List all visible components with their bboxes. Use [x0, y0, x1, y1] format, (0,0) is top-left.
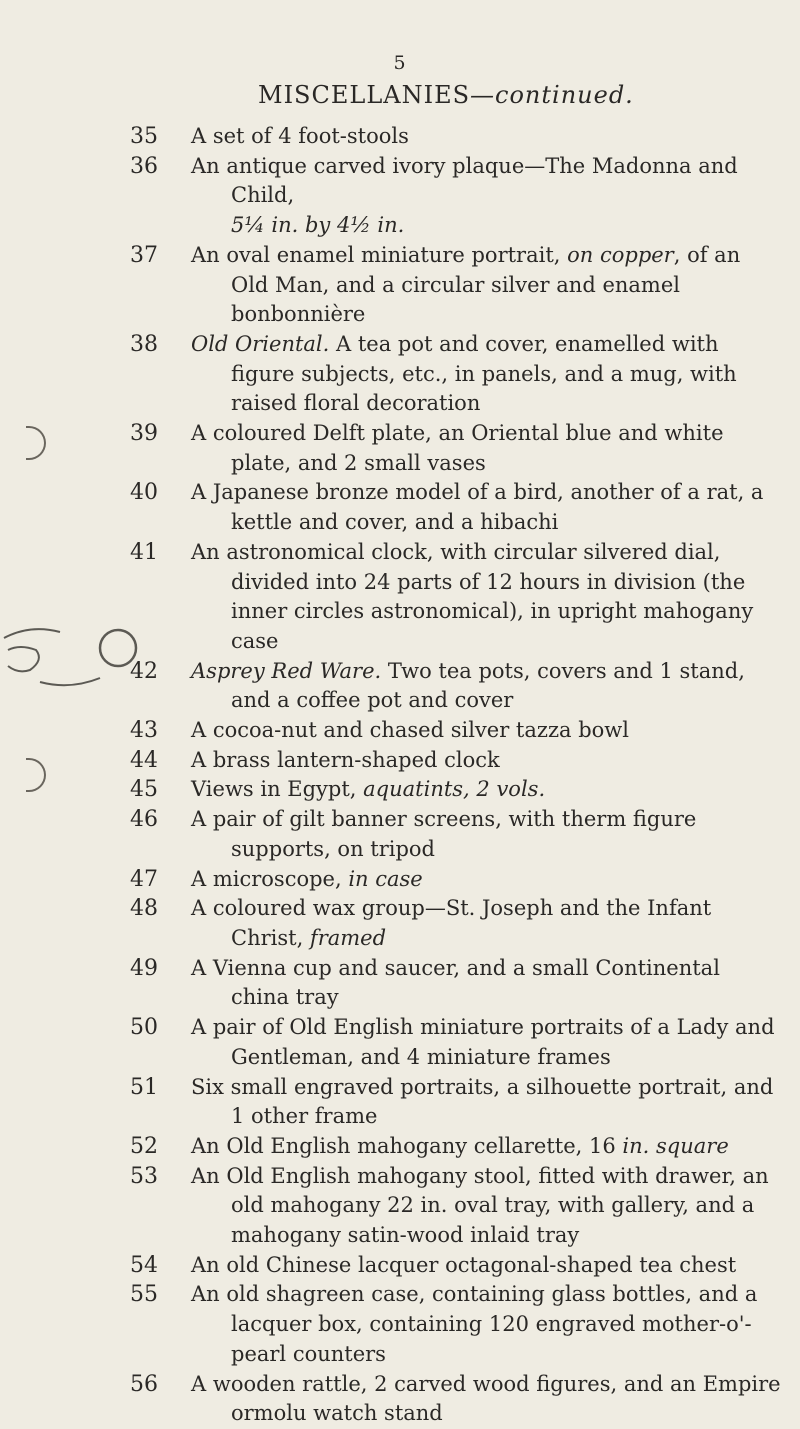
lot-number: 35: [130, 124, 158, 149]
lot-item: [0, 805, 800, 864]
lot-number: 45: [130, 777, 158, 803]
lot-number: 48: [130, 896, 158, 922]
lot-description-text: A microscope, in case: [191, 866, 423, 891]
lot-number: 47: [130, 866, 158, 892]
lot-item: [0, 1280, 800, 1369]
lot-description: [191, 805, 781, 864]
lot-item: [0, 657, 800, 716]
lot-number: 38: [130, 331, 158, 357]
lot-number: 39: [130, 421, 158, 447]
lot-description: [191, 330, 781, 419]
lot-item: [0, 1013, 800, 1072]
lot-number: 36: [130, 153, 158, 179]
lot-number: 55: [130, 1282, 158, 1308]
lot-description-text: A coloured wax group—St. Joseph and the Infant Christ, framed: [191, 896, 712, 950]
lot-number: 56: [130, 1371, 158, 1397]
section-title-suffix: —continued.: [470, 81, 634, 109]
lot-description: [191, 1280, 781, 1369]
lot-list: [0, 122, 800, 1429]
lot-description: [191, 1370, 781, 1429]
lot-number: 51: [130, 1074, 158, 1100]
lot-number: 37: [130, 242, 158, 268]
lot-description-text: An old shagreen case, containing glass bottles, and a lacquer box, containing 120 engraved mother-o'-pearl counters: [191, 1282, 758, 1366]
lot-item: [0, 1132, 800, 1162]
lot-number: 44: [130, 747, 158, 773]
lot-number: 52: [130, 1133, 158, 1159]
lot-description: [191, 1162, 781, 1251]
lot-item: [0, 894, 800, 953]
lot-number: 42: [130, 658, 158, 684]
lot-description-text: An antique carved ivory plaque—The Madonna and Child, 5¼ in. by 4½ in.: [191, 153, 738, 238]
lot-description-text: An old Chinese lacquer octagonal-shaped tea chest: [191, 1252, 737, 1277]
section-title-text: MISCELLANIES: [258, 81, 471, 109]
lot-description: [191, 775, 781, 805]
lot-description-text: A pair of Old English miniature portraits of a Lady and Gentleman, and 4 miniature frames: [191, 1015, 775, 1069]
section-title: [258, 81, 738, 109]
lot-description-text: A brass lantern-shaped clock: [191, 747, 500, 772]
lot-item: [0, 1073, 800, 1132]
lot-description: [191, 716, 781, 746]
lot-description: [191, 894, 781, 953]
lot-number: 41: [130, 539, 158, 565]
lot-description-text: A Japanese bronze model of a bird, another of a rat, a kettle and cover, and a hibachi: [191, 480, 764, 535]
lot-description: [191, 1251, 781, 1281]
lot-number: 43: [130, 718, 158, 744]
lot-item: [0, 478, 800, 537]
lot-item: [0, 775, 800, 805]
lot-number: 40: [130, 480, 158, 506]
lot-description-text: An oval enamel miniature portrait, on copper, of an Old Man, and a circular silver and enamel bonbonnière: [191, 242, 741, 327]
lot-description: [191, 419, 781, 478]
lot-number: 54: [130, 1252, 158, 1278]
lot-description-text: A set of 4 foot-stools: [191, 124, 409, 148]
lot-item: [0, 538, 800, 657]
lot-description-text: Asprey Red Ware. Two tea pots, covers and 1 stand, and a coffee pot and cover: [191, 658, 745, 713]
lot-dimensions: 5¼ in. by 4½ in.: [231, 213, 405, 238]
lot-description-text: A Vienna cup and saucer, and a small Continental china tray: [191, 955, 720, 1010]
lot-description-text: Old Oriental. A tea pot and cover, enamelled with figure subjects, etc., in panels, and a mug, with raised floral decoration: [191, 331, 737, 416]
lot-description-text: Six small engraved portraits, a silhouette portrait, and 1 other frame: [191, 1074, 774, 1129]
lot-description: [191, 122, 781, 152]
lot-number: 53: [130, 1163, 158, 1189]
lot-item: [0, 1370, 800, 1429]
lot-item: [0, 954, 800, 1013]
lot-description: [191, 746, 781, 776]
lot-item: [0, 419, 800, 478]
lot-description-text: An Old English mahogany cellarette, 16 in. square: [191, 1133, 729, 1158]
lot-description-text: An Old English mahogany stool, fitted with drawer, an old mahogany 22 in. oval tray, with gallery, and a mahogany satin-wood inlaid tray: [191, 1163, 769, 1248]
lot-item: [0, 1162, 800, 1251]
lot-description: [191, 865, 781, 895]
lot-item: [0, 1251, 800, 1281]
lot-item: [0, 241, 800, 330]
lot-description: [191, 538, 781, 657]
lot-item: [0, 122, 800, 152]
lot-description-text: A pair of gilt banner screens, with therm figure supports, on tripod: [191, 807, 697, 861]
lot-description-text: A cocoa-nut and chased silver tazza bowl: [191, 718, 629, 743]
lot-item: [0, 746, 800, 776]
lot-item: [0, 865, 800, 895]
lot-item: [0, 330, 800, 419]
lot-item: [0, 716, 800, 746]
lot-number: 50: [130, 1015, 158, 1041]
lot-description: [191, 241, 781, 330]
lot-description: [191, 478, 781, 537]
lot-number: 46: [130, 807, 158, 833]
lot-item: [0, 152, 800, 241]
lot-description: [191, 1013, 781, 1072]
lot-description-text: A coloured Delft plate, an Oriental blue and white plate, and 2 small vases: [191, 421, 724, 475]
lot-description-text: An astronomical clock, with circular silvered dial, divided into 24 parts of 12 hours in division (the inner circles astronomical), in upright mahogany case: [191, 539, 754, 653]
lot-description: [191, 1073, 781, 1132]
page-number: 5: [393, 52, 407, 74]
lot-description-text: A wooden rattle, 2 carved wood figures, and an Empire ormolu watch stand: [191, 1371, 781, 1426]
lot-description: [191, 152, 781, 241]
lot-description: [191, 657, 781, 716]
lot-description-text: Views in Egypt, aquatints, 2 vols.: [191, 777, 546, 802]
lot-description: [191, 954, 781, 1013]
lot-description: [191, 1132, 781, 1162]
lot-number: 49: [130, 955, 158, 981]
